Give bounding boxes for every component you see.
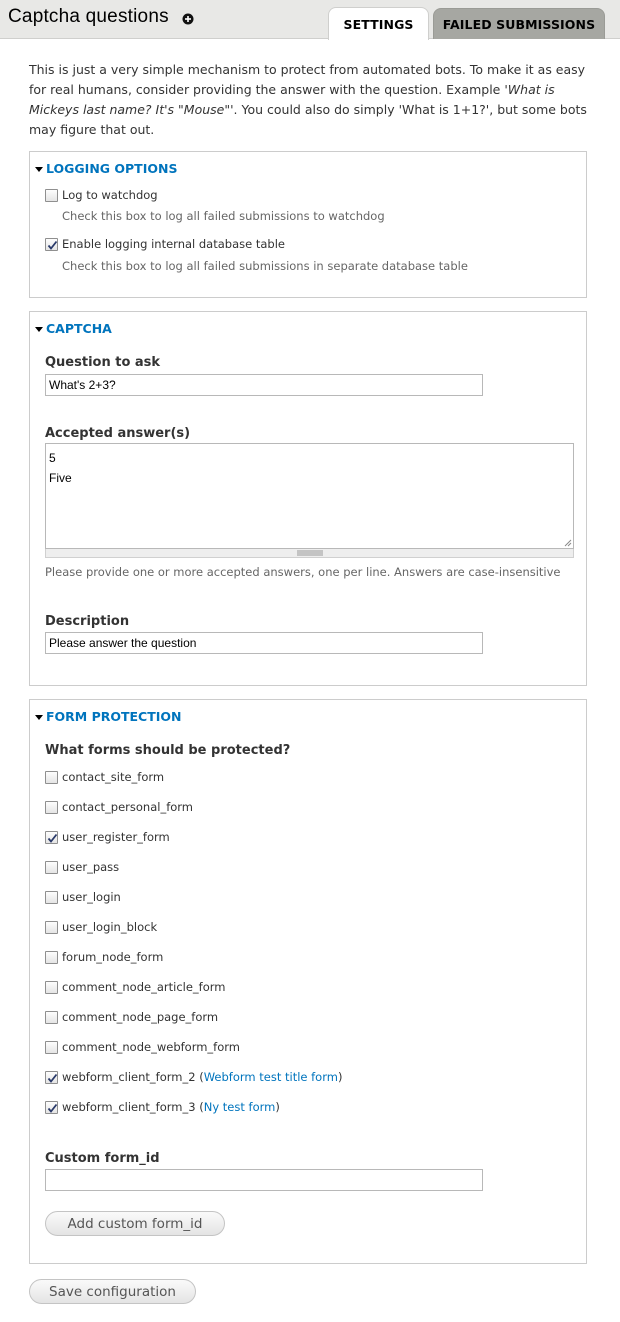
description-input[interactable]: Please answer the question bbox=[45, 632, 483, 654]
form-title-link[interactable]: Webform test title form bbox=[203, 1070, 338, 1084]
form-label-user_register_form: user_register_form bbox=[62, 830, 170, 844]
answers-help: Please provide one or more accepted answers, one per line. Answers are case-insensitive bbox=[45, 565, 561, 579]
form-label-contact_personal_form: contact_personal_form bbox=[62, 800, 194, 814]
checkmark-icon bbox=[46, 239, 59, 252]
form-checkbox-user_login_block[interactable] bbox=[45, 921, 58, 934]
form-protection-fieldset bbox=[29, 699, 587, 1264]
page-title: Captcha questions bbox=[8, 6, 169, 27]
form-checkbox-comment_node_article_form[interactable] bbox=[45, 981, 58, 994]
textarea-grippie[interactable] bbox=[45, 549, 574, 558]
save-configuration-button[interactable]: Save configuration bbox=[29, 1279, 196, 1304]
checkmark-icon bbox=[46, 1072, 59, 1085]
log-database-description: Check this box to log all failed submissions in separate database table bbox=[62, 259, 468, 273]
answers-textarea[interactable] bbox=[45, 443, 574, 549]
form-title-link[interactable]: Ny test form bbox=[203, 1100, 276, 1114]
captcha-legend[interactable]: CAPTCHA bbox=[35, 321, 112, 336]
form-label-user_pass: user_pass bbox=[62, 860, 120, 874]
resize-corner-icon[interactable] bbox=[564, 539, 572, 547]
form-checkbox-forum_node_form[interactable] bbox=[45, 951, 58, 964]
log-watchdog-checkbox[interactable] bbox=[45, 189, 58, 202]
checkmark-icon bbox=[46, 1102, 59, 1115]
logging-options-legend[interactable]: LOGGING OPTIONS bbox=[35, 161, 177, 176]
intro-text: This is just a very simple mechanism to protect from automated bots. To make it as easy for real humans, consider providing the answer with the question. Example 'What is Mickeys last name? It's "Mouse"'. You could also do simply 'What is 1+1?', but some bots may figure that out. bbox=[29, 62, 587, 137]
grip-icon bbox=[297, 550, 323, 556]
log-database-checkbox[interactable] bbox=[45, 238, 58, 251]
description-label: Description bbox=[45, 614, 130, 629]
form-label-comment_node_webform_form: comment_node_webform_form bbox=[62, 1040, 240, 1054]
form-checkbox-user_pass[interactable] bbox=[45, 861, 58, 874]
page-header bbox=[0, 0, 620, 39]
question-label: Question to ask bbox=[45, 355, 161, 370]
forms-question-label: What forms should be protected? bbox=[45, 743, 291, 758]
answer-line: Five bbox=[49, 471, 72, 485]
collapse-triangle-icon bbox=[35, 325, 43, 333]
form-checkbox-user_login[interactable] bbox=[45, 891, 58, 904]
form-protection-legend[interactable]: FORM PROTECTION bbox=[35, 709, 182, 724]
form-label-contact_site_form: contact_site_form bbox=[62, 770, 165, 784]
add-custom-form-id-button[interactable]: Add custom form_id bbox=[45, 1211, 225, 1236]
form-label-webform_client_form_3: webform_client_form_3 (Ny test form) bbox=[62, 1100, 280, 1114]
tab-failed-submissions[interactable]: FAILED SUBMISSIONS bbox=[433, 8, 605, 39]
form-label-user_login: user_login bbox=[62, 890, 121, 904]
form-checkbox-webform_client_form_2[interactable] bbox=[45, 1071, 58, 1084]
form-checkbox-comment_node_page_form[interactable] bbox=[45, 1011, 58, 1024]
form-label-user_login_block: user_login_block bbox=[62, 920, 158, 934]
question-input[interactable]: What's 2+3? bbox=[45, 374, 483, 396]
form-checkbox-user_register_form[interactable] bbox=[45, 831, 58, 844]
answer-line: 5 bbox=[49, 451, 56, 465]
logging-options-fieldset bbox=[29, 151, 587, 298]
log-database-label: Enable logging internal database table bbox=[62, 237, 285, 251]
log-watchdog-description: Check this box to log all failed submissions to watchdog bbox=[62, 209, 385, 223]
custom-form-id-input[interactable] bbox=[45, 1169, 483, 1191]
form-label-comment_node_article_form: comment_node_article_form bbox=[62, 980, 226, 994]
form-label-forum_node_form: forum_node_form bbox=[62, 950, 164, 964]
custom-form-id-label: Custom form_id bbox=[45, 1151, 160, 1166]
form-checkbox-contact_personal_form[interactable] bbox=[45, 801, 58, 814]
answers-label: Accepted answer(s) bbox=[45, 426, 191, 441]
form-label-comment_node_page_form: comment_node_page_form bbox=[62, 1010, 219, 1024]
checkmark-icon bbox=[46, 832, 59, 845]
collapse-triangle-icon bbox=[35, 713, 43, 721]
form-checkbox-webform_client_form_3[interactable] bbox=[45, 1101, 58, 1114]
log-watchdog-label: Log to watchdog bbox=[62, 188, 158, 202]
captcha-fieldset bbox=[29, 311, 587, 686]
form-label-webform_client_form_2: webform_client_form_2 (Webform test title form) bbox=[62, 1070, 343, 1084]
form-checkbox-contact_site_form[interactable] bbox=[45, 771, 58, 784]
collapse-triangle-icon bbox=[35, 165, 43, 173]
add-shortcut-icon[interactable] bbox=[182, 13, 194, 25]
form-checkbox-comment_node_webform_form[interactable] bbox=[45, 1041, 58, 1054]
tab-settings[interactable]: SETTINGS bbox=[328, 7, 429, 40]
